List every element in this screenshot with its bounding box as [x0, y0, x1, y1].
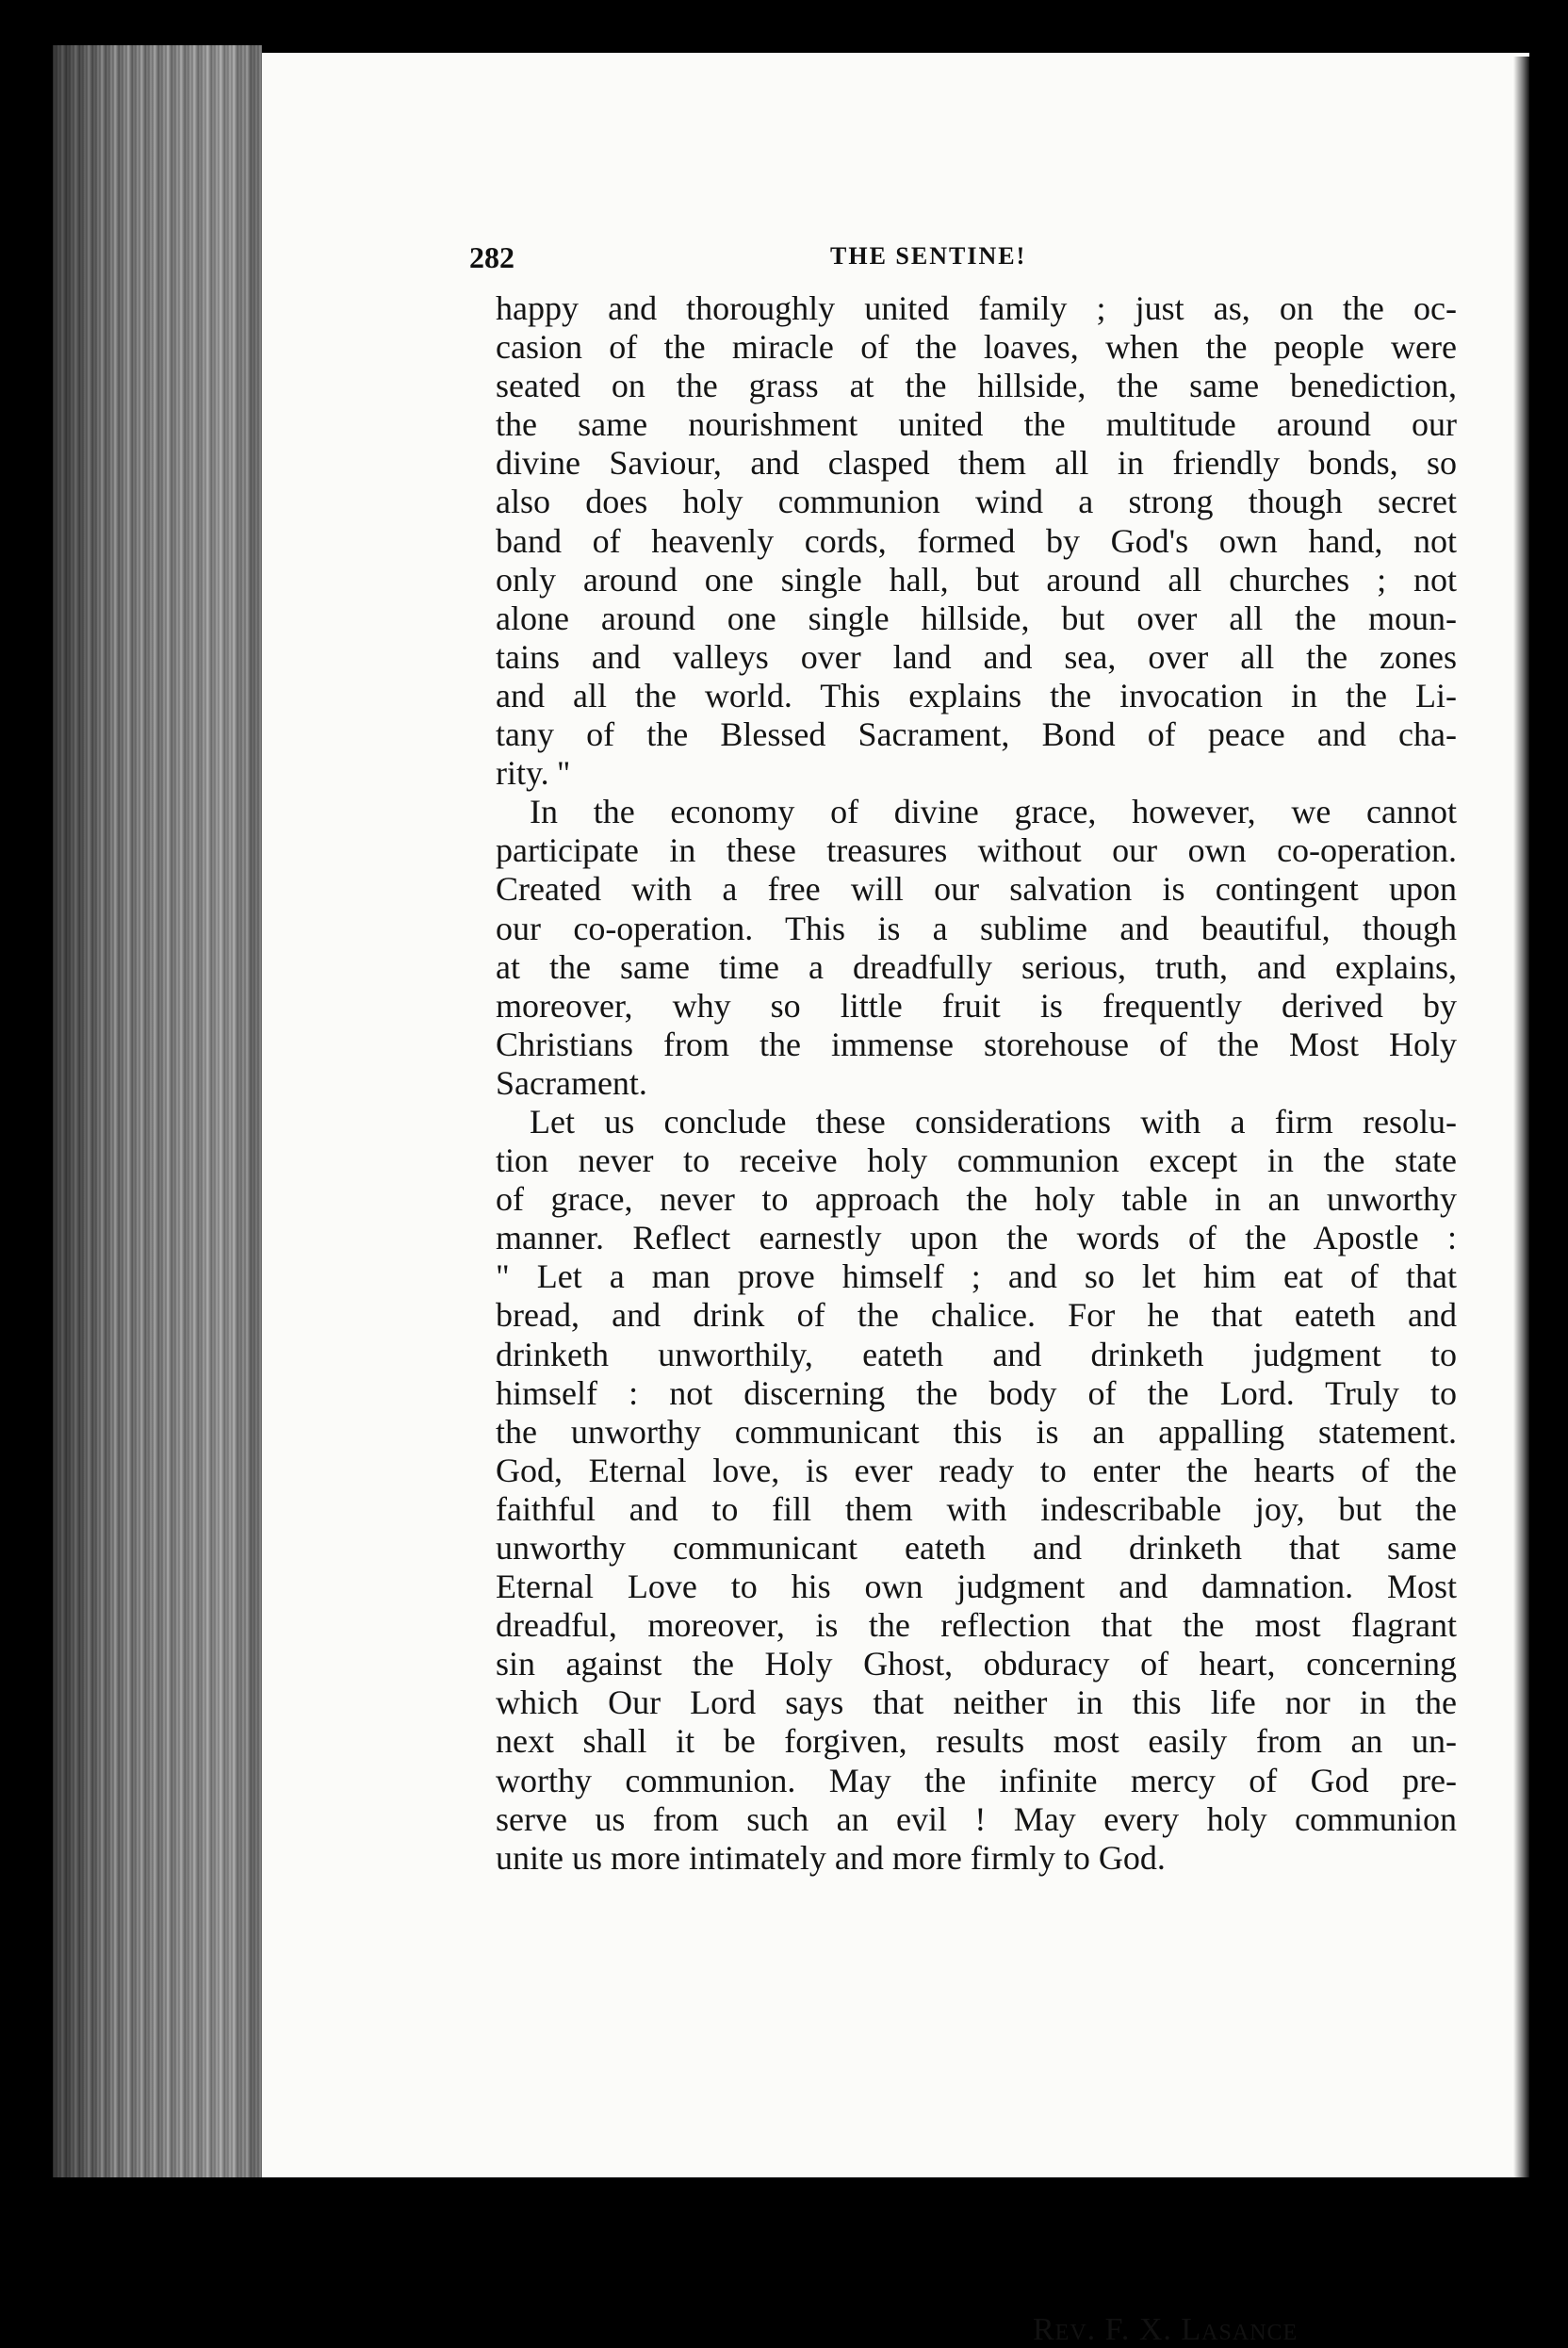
text-line: alone around one single hillside, but over all the moun-: [496, 599, 1457, 637]
text-line: also does holy communion wind a strong though secret: [496, 483, 1457, 521]
text-line: seated on the grass at the hillside, the same benediction,: [496, 367, 1457, 405]
book-page-edges: [53, 45, 262, 2177]
text-line: participate in these treasures without our own co-operation.: [496, 831, 1457, 870]
text-line: at the same time a dreadfully serious, truth, and explains,: [496, 947, 1457, 986]
text-line: which Our Lord says that neither in this life nor in the: [496, 1683, 1457, 1722]
text-line: manner. Reflect earnestly upon the words of the Apostle :: [496, 1219, 1457, 1257]
text-line: tany of the Blessed Sacrament, Bond of peace and cha-: [496, 715, 1457, 754]
text-line: happy and thoroughly united family ; just as, on the oc-: [496, 289, 1457, 327]
text-line: God, Eternal love, is ever ready to enter the hearts of the: [496, 1451, 1457, 1489]
text-line: Created with a free will our salvation is contingent upon: [496, 870, 1457, 909]
text-line: faithful and to fill them with indescribable joy, but the: [496, 1489, 1457, 1528]
running-title: THE SENTINE!: [830, 242, 1027, 270]
right-border: [1529, 57, 1568, 2187]
text-line: Let us conclude these considerations with a firm resolu-: [530, 1102, 1457, 1141]
text-line: unworthy communicant eateth and drinketh that same: [496, 1529, 1457, 1567]
text-line: sin against the Holy Ghost, obduracy of heart, concerning: [496, 1645, 1457, 1683]
text-line: himself : not discerning the body of the Lord. Truly to: [496, 1373, 1457, 1412]
signature: Rev. F. X. Lasance: [1033, 2312, 1298, 2347]
text-line: tains and valleys over land and sea, over all the zones: [496, 637, 1457, 676]
text-line: unite us more intimately and more firmly to God.: [496, 1838, 1166, 1877]
text-line: and all the world. This explains the invocation in the Li-: [496, 676, 1457, 714]
body-text: [496, 289, 1457, 1878]
text-line: of grace, never to approach the holy table in an unworthy: [496, 1180, 1457, 1219]
text-line: dreadful, moreover, is the reflection that the most flagrant: [496, 1606, 1457, 1645]
text-line: moreover, why so little fruit is frequently derived by: [496, 986, 1457, 1025]
text-line: only around one single hall, but around all churches ; not: [496, 560, 1457, 599]
right-gutter-shadow: [1513, 57, 1529, 2177]
page-header: [469, 240, 1459, 278]
text-line: In the economy of divine grace, however, we cannot: [530, 793, 1457, 831]
text-line: band of heavenly cords, formed by God's own hand, not: [496, 521, 1457, 560]
text-line: worthy communion. May the infinite mercy of God pre-: [496, 1761, 1457, 1799]
text-line: tion never to receive holy communion except in the state: [496, 1141, 1457, 1180]
text-line: divine Saviour, and clasped them all in friendly bonds, so: [496, 444, 1457, 483]
text-line: Christians from the immense storehouse of the Most Holy: [496, 1025, 1457, 1063]
text-line: rity. '': [496, 754, 570, 793]
page-number: 282: [469, 240, 514, 274]
text-line: next shall it be forgiven, results most easily from an un-: [496, 1722, 1457, 1761]
text-line: drinketh unworthily, eateth and drinketh judgment to: [496, 1335, 1457, 1373]
text-line: casion of the miracle of the loaves, when the people were: [496, 328, 1457, 367]
text-line: serve us from such an evil ! May every holy communion: [496, 1799, 1457, 1838]
text-line: bread, and drink of the chalice. For he that eateth and: [496, 1296, 1457, 1335]
text-line: Sacrament.: [496, 1063, 647, 1102]
text-line: our co-operation. This is a sublime and beautiful, though: [496, 909, 1457, 947]
text-line: the unworthy communicant this is an appalling statement.: [496, 1412, 1457, 1451]
text-line: the same nourishment united the multitude around our: [496, 405, 1457, 444]
text-line: Eternal Love to his own judgment and damnation. Most: [496, 1568, 1457, 1606]
text-line: " Let a man prove himself ; and so let him eat of that: [496, 1257, 1457, 1296]
